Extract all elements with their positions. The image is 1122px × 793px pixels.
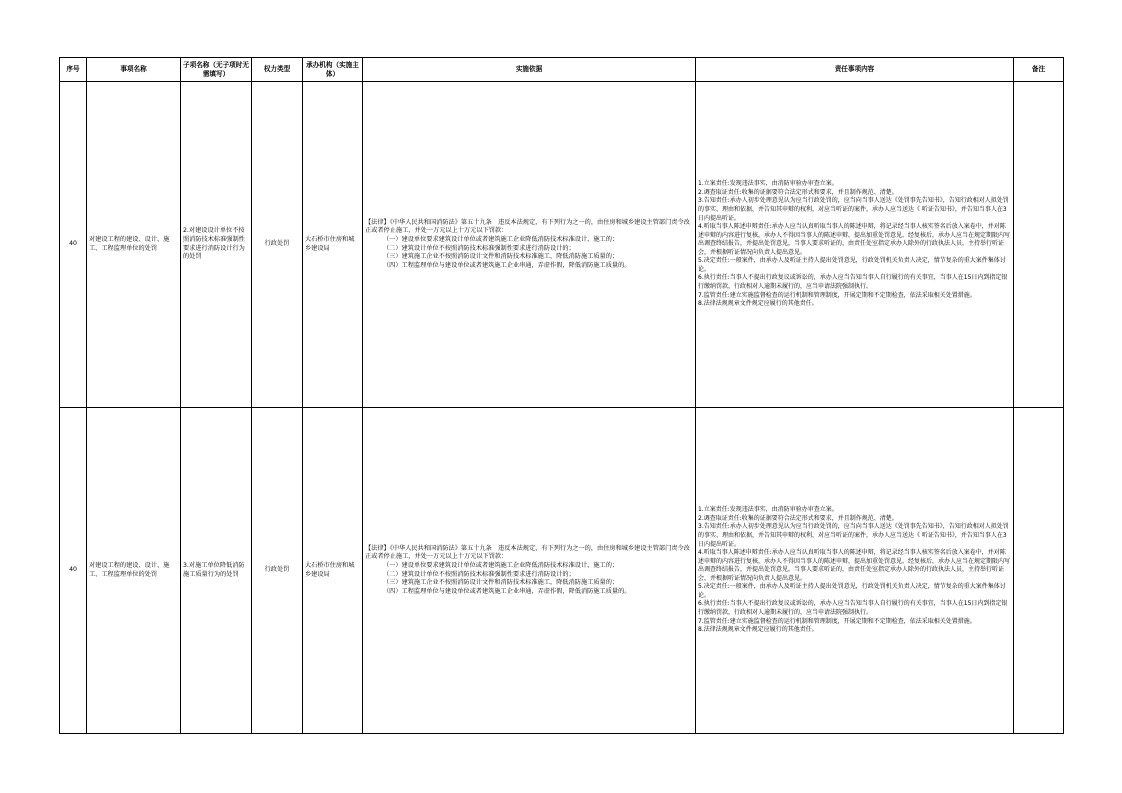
cell-item: 对建设工程的建设、设计、施工、工程监理单位的处罚 bbox=[87, 82, 181, 408]
basis-item: （二）建筑设计单位不按照消防技术标准强制性要求进行消防设计的； bbox=[383, 244, 575, 252]
resp-item: 8.法律法规规章文件规定应履行的其他责任。 bbox=[698, 300, 818, 308]
basis-intro: 【法律】《中华人民共和国消防法》第五十九条 违反本法规定，有下列行为之一的，由住房和城乡建设主管部门责令改正或者停止施工，并处一万元以上十万元以下罚款： bbox=[365, 218, 690, 235]
resp-item: 4.听取当事人陈述申辩责任:承办人应当认真听取当事人的陈述申辩，将记录经当事人核实签名后放入案卷中，并对陈述申辩的内容进行复核，承办人不得因当事人的陈述申辩，提出加重处罚意见。经复核后，承办人应当在规定期限内写出调查终结报告，并提出处罚意见，当事人要求听证的，由责任处室指定承办人除外的行政执法人员，主持举行听证会，并根据听证情况向负责人提出意见。 bbox=[698, 549, 1011, 582]
resp-item: 6.执行责任:当事人不提出行政复议或诉讼的，承办人应当告知当事人自行履行的有关事宜，当事人在15日内到指定银行缴纳罚款，行政相对人逾期未履行的，应当申请法院强制执行。 bbox=[698, 274, 1008, 290]
basis-item: （三）建筑施工企业不按照消防设计文件和消防技术标准施工，降低消防施工质量的； bbox=[383, 579, 619, 587]
cell-sub: 2.对建设设计单位不按照消防技术标准强制性要求进行消防设计行为的处罚 bbox=[181, 82, 252, 408]
cell-basis bbox=[363, 82, 696, 408]
resp-item: 4.听取当事人陈述申辩责任:承办人应当认真听取当事人的陈述申辩，将记录经当事人核实签名后放入案卷中，并对陈述申辩的内容进行复核，承办人不得因当事人的陈述申辩，提出加重处罚意见。经复核后，承办人应当在规定期限内写出调查终结报告，并提出处罚意见，当事人要求听证的，由责任处室指定承办人除外的行政执法人员，主持举行听证会，并根据听证情况向负责人提出意见。 bbox=[698, 223, 1011, 256]
table-row bbox=[60, 408, 1064, 734]
basis-item: （四）工程监理单位与建设单位或者建筑施工企业串通，弄虚作假，降低消防施工质量的。 bbox=[383, 261, 631, 269]
header-no: 序号 bbox=[60, 58, 87, 82]
resp-item: 7.监管责任:建立实施监督检查的运行机制和管理制度，开展定期和不定期检查，依法采取相关处置措施。 bbox=[698, 291, 976, 299]
header-basis: 实施依据 bbox=[363, 58, 696, 82]
basis-item: （二）建筑设计单位不按照消防技术标准强制性要求进行消防设计的； bbox=[383, 570, 575, 578]
cell-no: 40 bbox=[60, 408, 87, 734]
cell-note bbox=[1014, 82, 1064, 408]
resp-item: 5.决定责任:一般案件，由承办人及听证主持人提出处罚意见，行政处罚机关负责人决定，情节复杂的重大案件集体讨论。 bbox=[698, 583, 1006, 599]
cell-org: 大石桥市住房和城乡建设局 bbox=[303, 82, 363, 408]
cell-org: 大石桥市住房和城乡建设局 bbox=[303, 408, 363, 734]
cell-note bbox=[1014, 408, 1064, 734]
cell-sub: 3.对施工单位降低消防施工质量行为的处罚 bbox=[181, 408, 252, 734]
header-resp: 责任事项内容 bbox=[696, 58, 1014, 82]
header-row bbox=[60, 58, 1064, 82]
basis-item: （一）建设单位要求建筑设计单位或者建筑施工企业降低消防技术标准设计、施工的； bbox=[383, 235, 619, 243]
resp-item: 1.立案责任:发现违法事实，由消防审验办审查立案。 bbox=[698, 506, 838, 514]
resp-item: 2.调查取证责任:收集的证据要符合法定形式和要求，并且制作规范、清楚。 bbox=[698, 514, 898, 522]
resp-item: 1.立案责任:发现违法事实，由消防审验办审查立案。 bbox=[698, 180, 838, 188]
cell-type: 行政处罚 bbox=[252, 408, 303, 734]
resp-item: 5.决定责任:一般案件，由承办人及听证主持人提出处罚意见，行政处罚机关负责人决定，情节复杂的重大案件集体讨论。 bbox=[698, 257, 1006, 273]
basis-item: （四）工程监理单位与建设单位或者建筑施工企业串通，弄虚作假，降低消防施工质量的。 bbox=[383, 587, 631, 595]
header-sub: 子项名称（无子项时无需填写） bbox=[181, 58, 252, 82]
cell-resp bbox=[696, 82, 1014, 408]
header-item: 事项名称 bbox=[87, 58, 181, 82]
header-org: 承办机构（实施主体） bbox=[303, 58, 363, 82]
cell-no: 40 bbox=[60, 82, 87, 408]
header-type: 权力类型 bbox=[252, 58, 303, 82]
resp-item: 2.调查取证责任:收集的证据要符合法定形式和要求，并且制作规范、清楚。 bbox=[698, 188, 898, 196]
header-note: 备注 bbox=[1014, 58, 1064, 82]
cell-resp bbox=[696, 408, 1014, 734]
cell-basis bbox=[363, 408, 696, 734]
resp-item: 6.执行责任:当事人不提出行政复议或诉讼的，承办人应当告知当事人自行履行的有关事宜，当事人在15日内到指定银行缴纳罚款，行政相对人逾期未履行的，应当申请法院强制执行。 bbox=[698, 600, 1008, 616]
power-list-table bbox=[59, 57, 1064, 734]
cell-type: 行政处罚 bbox=[252, 82, 303, 408]
basis-item: （一）建设单位要求建筑设计单位或者建筑施工企业降低消防技术标准设计、施工的； bbox=[383, 561, 619, 569]
basis-intro: 【法律】《中华人民共和国消防法》第五十九条 违反本法规定，有下列行为之一的，由住房和城乡建设主管部门责令改正或者停止施工，并处一万元以上十万元以下罚款： bbox=[365, 544, 690, 561]
resp-item: 3.告知责任:承办人初步处理意见认为应当行政处罚的，应当向当事人送达《处罚事先告知书》，告知行政相对人拟处罚的事实、理由和依据，并告知其申辩的权利，对应当听证的案件，承办人应当送达《 听证告知书》，并告知当事人在3日内提出听证。 bbox=[698, 197, 1009, 222]
resp-item: 3.告知责任:承办人初步处理意见认为应当行政处罚的，应当向当事人送达《处罚事先告知书》，告知行政相对人拟处罚的事实、理由和依据，并告知其申辩的权利，对应当听证的案件，承办人应当送达《 听证告知书》，并告知当事人在3日内提出听证。 bbox=[698, 523, 1009, 548]
basis-item: （三）建筑施工企业不按照消防设计文件和消防技术标准施工，降低消防施工质量的； bbox=[383, 253, 619, 261]
power-list-sheet bbox=[59, 57, 1063, 734]
cell-item: 对建设工程的建设、设计、施工、工程监理单位的处罚 bbox=[87, 408, 181, 734]
resp-item: 8.法律法规规章文件规定应履行的其他责任。 bbox=[698, 626, 818, 634]
resp-item: 7.监管责任:建立实施监督检查的运行机制和管理制度，开展定期和不定期检查，依法采取相关处置措施。 bbox=[698, 617, 976, 625]
table-row bbox=[60, 82, 1064, 408]
